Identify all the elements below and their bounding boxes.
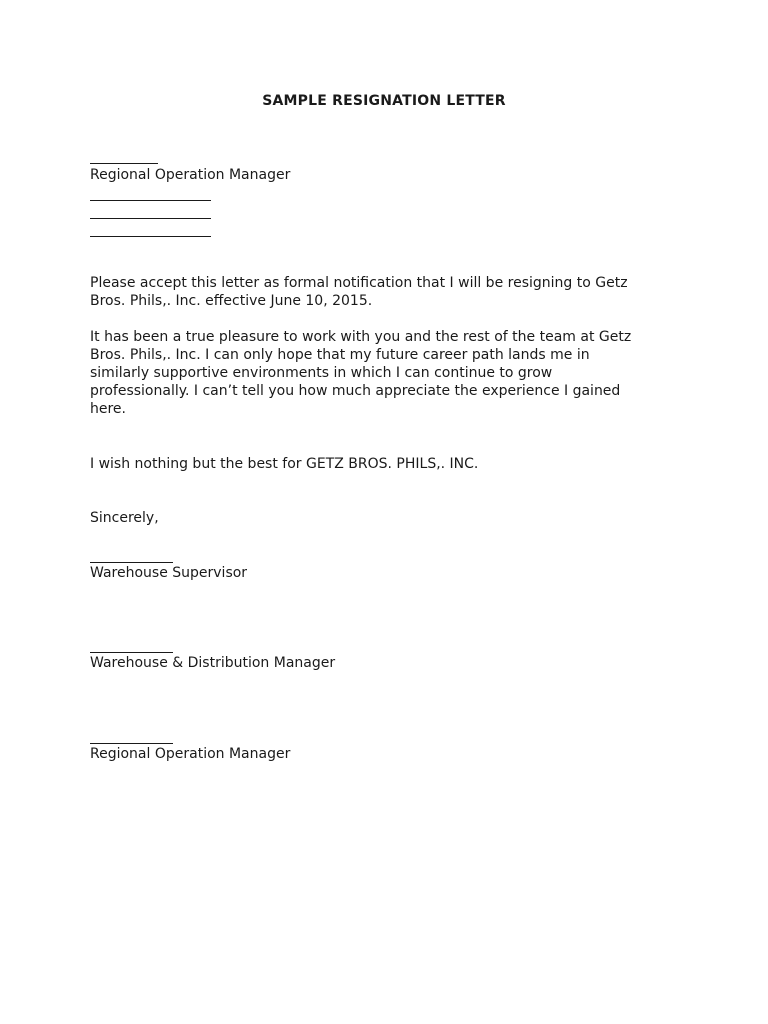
recipient-address-blank-3 (90, 236, 211, 237)
paragraph-line: similarly supportive environments in which I can continue to grow (90, 365, 553, 381)
paragraph-line: Bros. Phils,. Inc. effective June 10, 2015. (90, 293, 373, 309)
paragraph-line: It has been a true pleasure to work with you and the rest of the team at Getz (90, 329, 632, 345)
paragraph-line: Bros. Phils,. Inc. I can only hope that my future career path lands me in (90, 347, 590, 363)
paragraph-line: professionally. I can’t tell you how much appreciate the experience I gained (90, 383, 621, 399)
body-paragraph-2 (90, 328, 690, 418)
recipient-title: Regional Operation Manager (90, 167, 291, 183)
signature-blank-2 (90, 652, 173, 653)
recipient-address-blank-1 (90, 200, 211, 201)
signatory-title-2: Warehouse & Distribution Manager (90, 655, 336, 671)
signature-blank-1 (90, 562, 173, 563)
closing: Sincerely, (90, 510, 159, 526)
page-title: SAMPLE RESIGNATION LETTER (262, 93, 506, 109)
recipient-address-blank-2 (90, 218, 211, 219)
body-paragraph-1 (90, 274, 690, 310)
signatory-title-1: Warehouse Supervisor (90, 565, 248, 581)
body-paragraph-3: I wish nothing but the best for GETZ BROS. PHILS,. INC. (90, 456, 479, 472)
signatory-title-3: Regional Operation Manager (90, 746, 291, 762)
signature-blank-3 (90, 743, 173, 744)
paragraph-line: Please accept this letter as formal notification that I will be resigning to Getz (90, 275, 628, 291)
recipient-name-blank (90, 163, 158, 164)
paragraph-line: here. (90, 401, 126, 417)
